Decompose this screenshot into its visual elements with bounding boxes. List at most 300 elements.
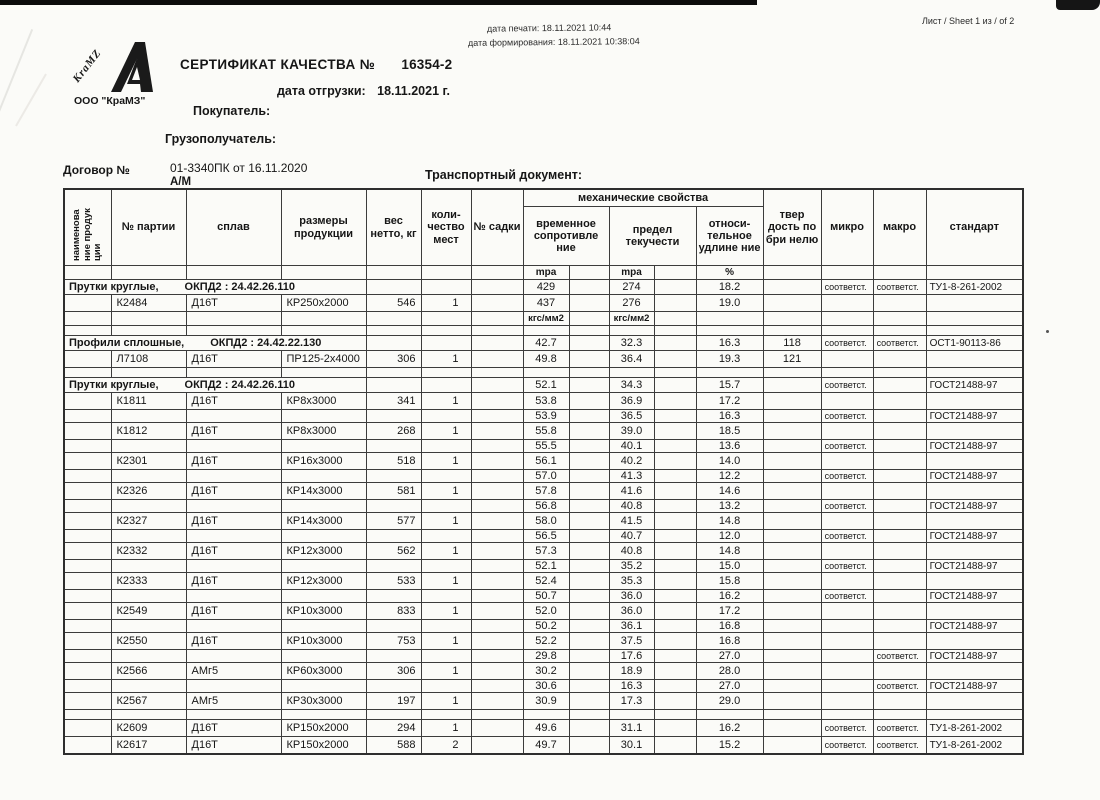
yield-value-cell: 41.5 xyxy=(609,513,654,530)
yield-value-cell: 30.1 xyxy=(609,737,654,755)
qty-cell: 1 xyxy=(421,720,471,737)
col-header-party: № партии xyxy=(111,189,186,266)
macro-result-cell xyxy=(873,560,926,573)
elongation-value-cell xyxy=(696,312,763,326)
cell xyxy=(281,710,366,720)
yield-value-cell: 274 xyxy=(609,280,654,295)
cell xyxy=(186,530,281,543)
tensile-value-cell: 53.8 xyxy=(523,393,569,410)
cell xyxy=(471,500,523,513)
alloy-cell: Д16Т xyxy=(186,453,281,470)
cell xyxy=(569,573,609,590)
cell xyxy=(654,603,696,620)
cell xyxy=(569,720,609,737)
certificate-table xyxy=(63,188,1024,755)
sadka-cell xyxy=(471,737,523,755)
weight-cell: 518 xyxy=(366,453,421,470)
macro-result-cell xyxy=(873,710,926,720)
company-name: ООО "КраМЗ" xyxy=(74,95,146,107)
scan-corner-mark xyxy=(1056,0,1100,10)
micro-result-cell: соответст. xyxy=(821,470,873,483)
cell xyxy=(654,663,696,680)
standard-cell: ГОСТ21488-97 xyxy=(926,440,1023,453)
cell xyxy=(569,513,609,530)
tensile-value-cell: 52.2 xyxy=(523,633,569,650)
col-header-product-name: наименова ние продук ции xyxy=(64,189,111,266)
weight-cell: 577 xyxy=(366,513,421,530)
cell xyxy=(471,280,523,295)
cell xyxy=(569,710,609,720)
cell xyxy=(366,266,421,280)
hardness-value-cell xyxy=(763,500,821,513)
elongation-value-cell: 13.2 xyxy=(696,500,763,513)
standard-cell: ГОСТ21488-97 xyxy=(926,530,1023,543)
standard-cell xyxy=(926,295,1023,312)
micro-result-cell xyxy=(821,573,873,590)
cell xyxy=(111,680,186,693)
micro-result-cell xyxy=(821,453,873,470)
cell xyxy=(421,710,471,720)
tensile-value-cell: 57.0 xyxy=(523,470,569,483)
elongation-value-cell: 18.2 xyxy=(696,280,763,295)
ship-date-line xyxy=(277,84,450,98)
cell xyxy=(471,650,523,663)
macro-result-cell xyxy=(873,351,926,368)
cell xyxy=(654,280,696,295)
cell xyxy=(654,560,696,573)
cell xyxy=(64,368,111,378)
yield-value-cell: 39.0 xyxy=(609,423,654,440)
form-date-value: 18.11.2021 10:38:04 xyxy=(557,36,640,47)
micro-result-cell xyxy=(821,423,873,440)
elongation-value-cell: 29.0 xyxy=(696,693,763,710)
cell xyxy=(64,633,111,650)
cell xyxy=(654,543,696,560)
alloy-cell: АМг5 xyxy=(186,663,281,680)
hardness-value-cell xyxy=(763,543,821,560)
sadka-cell xyxy=(471,543,523,560)
tensile-value-cell: 30.2 xyxy=(523,663,569,680)
standard-cell xyxy=(926,423,1023,440)
col-header-mechanical: механические свойства xyxy=(523,189,763,207)
standard-cell xyxy=(926,710,1023,720)
macro-result-cell xyxy=(873,633,926,650)
sadka-cell xyxy=(471,393,523,410)
micro-result-cell: соответст. xyxy=(821,720,873,737)
batch-number-cell: К2549 xyxy=(111,603,186,620)
size-cell: КР150х2000 xyxy=(281,737,366,755)
group-okpd-code: ОКПД2 : 24.42.26.110 xyxy=(184,379,296,391)
yield-value-cell xyxy=(609,710,654,720)
cell xyxy=(64,351,111,368)
cell xyxy=(281,530,366,543)
batch-row xyxy=(64,543,1023,560)
cell xyxy=(366,500,421,513)
weight-cell: 533 xyxy=(366,573,421,590)
elongation-value-cell: 14.8 xyxy=(696,513,763,530)
cell xyxy=(569,312,609,326)
qty-cell: 1 xyxy=(421,603,471,620)
cell xyxy=(421,280,471,295)
qty-cell: 1 xyxy=(421,693,471,710)
yield-value-cell: 36.5 xyxy=(609,410,654,423)
cell xyxy=(569,663,609,680)
group-name: Профили сплошные, xyxy=(69,337,185,349)
unit-percent: % xyxy=(696,266,763,280)
units-row xyxy=(64,266,1023,280)
cell xyxy=(64,573,111,590)
cell xyxy=(64,663,111,680)
hardness-value-cell xyxy=(763,693,821,710)
cell xyxy=(281,560,366,573)
cell xyxy=(64,710,111,720)
elongation-value-cell: 16.2 xyxy=(696,720,763,737)
cell xyxy=(654,378,696,393)
size-cell: КР16х3000 xyxy=(281,453,366,470)
contract-value: 01-3340ПК от 16.11.2020 xyxy=(170,161,308,175)
standard-cell: ГОСТ21488-97 xyxy=(926,590,1023,603)
cell xyxy=(654,737,696,755)
qty-cell: 2 xyxy=(421,737,471,755)
ship-date-value: 18.11.2021 г. xyxy=(377,84,450,98)
group-label-cell xyxy=(64,378,366,393)
cell xyxy=(421,378,471,393)
tensile-value-cell: 56.8 xyxy=(523,500,569,513)
cell xyxy=(186,710,281,720)
cell xyxy=(64,423,111,440)
cell xyxy=(186,266,281,280)
standard-cell: ГОСТ21488-97 xyxy=(926,410,1023,423)
hardness-value-cell xyxy=(763,720,821,737)
cert-table-body xyxy=(64,266,1023,755)
col-header-size: размеры продукции xyxy=(281,189,366,266)
micro-result-cell: соответст. xyxy=(821,378,873,393)
certificate-title-label: СЕРТИФИКАТ КАЧЕСТВА № xyxy=(180,57,376,72)
tensile-value-cell: 52.1 xyxy=(523,378,569,393)
standard-cell xyxy=(926,393,1023,410)
cell xyxy=(421,560,471,573)
values-row xyxy=(64,560,1023,573)
group-okpd-code: ОКПД2 : 24.42.26.110 xyxy=(184,281,296,293)
alloy-cell: Д16Т xyxy=(186,737,281,755)
yield-value-cell: 40.8 xyxy=(609,543,654,560)
cell xyxy=(281,312,366,326)
batch-number-cell: К2333 xyxy=(111,573,186,590)
hardness-value-cell xyxy=(763,312,821,326)
tensile-value-cell: 30.9 xyxy=(523,693,569,710)
micro-result-cell xyxy=(821,603,873,620)
print-date-label: дата печати: xyxy=(486,23,540,34)
cell xyxy=(111,368,186,378)
cell xyxy=(186,560,281,573)
cell xyxy=(569,620,609,633)
size-cell: КР10х3000 xyxy=(281,633,366,650)
macro-result-cell xyxy=(873,378,926,393)
batch-number-cell: К2617 xyxy=(111,737,186,755)
cell xyxy=(111,312,186,326)
cell xyxy=(366,368,421,378)
tensile-value-cell: 49.6 xyxy=(523,720,569,737)
yield-value-cell: 31.1 xyxy=(609,720,654,737)
spacer-row xyxy=(64,326,1023,336)
batch-row xyxy=(64,453,1023,470)
unit-mpa: mpa xyxy=(523,266,569,280)
micro-result-cell xyxy=(821,312,873,326)
cell xyxy=(654,573,696,590)
consignee-label: Грузополучатель: xyxy=(165,132,277,146)
qty-cell: 1 xyxy=(421,513,471,530)
size-cell: КР12х3000 xyxy=(281,573,366,590)
col-header-tensile: временное сопротивле ние xyxy=(523,207,609,266)
certificate-title xyxy=(180,57,452,72)
values-row xyxy=(64,650,1023,663)
cell xyxy=(654,368,696,378)
qty-cell: 1 xyxy=(421,573,471,590)
cell xyxy=(569,440,609,453)
macro-result-cell xyxy=(873,590,926,603)
cell xyxy=(111,470,186,483)
cell xyxy=(64,470,111,483)
standard-cell: ОСТ1-90113-86 xyxy=(926,336,1023,351)
cell xyxy=(64,650,111,663)
elongation-value-cell: 14.0 xyxy=(696,453,763,470)
cell xyxy=(569,483,609,500)
sadka-cell xyxy=(471,720,523,737)
sadka-cell xyxy=(471,423,523,440)
tensile-value-cell xyxy=(523,368,569,378)
macro-result-cell xyxy=(873,500,926,513)
cell xyxy=(569,590,609,603)
col-header-micro: микро xyxy=(821,189,873,266)
micro-result-cell xyxy=(821,295,873,312)
cell xyxy=(366,336,421,351)
hardness-value-cell: 121 xyxy=(763,351,821,368)
cell xyxy=(366,410,421,423)
cell xyxy=(569,737,609,755)
standard-cell xyxy=(926,663,1023,680)
cell xyxy=(366,530,421,543)
cell xyxy=(186,470,281,483)
sadka-cell xyxy=(471,453,523,470)
cell xyxy=(569,633,609,650)
col-header-hardness: твер дость по бри нелю xyxy=(763,189,821,266)
cell xyxy=(471,410,523,423)
hardness-value-cell xyxy=(763,590,821,603)
batch-number-cell: К2609 xyxy=(111,720,186,737)
batch-row xyxy=(64,737,1023,755)
qty-cell: 1 xyxy=(421,633,471,650)
sheet-info xyxy=(922,16,1014,26)
cell xyxy=(281,500,366,513)
cell xyxy=(64,295,111,312)
yield-value-cell: 40.1 xyxy=(609,440,654,453)
tensile-value-cell: 49.7 xyxy=(523,737,569,755)
cell xyxy=(111,326,186,336)
group-label-cell xyxy=(64,336,366,351)
cell xyxy=(471,560,523,573)
cell xyxy=(471,530,523,543)
hardness-value-cell xyxy=(763,393,821,410)
units-row-kgs xyxy=(64,312,1023,326)
alloy-cell: Д16Т xyxy=(186,543,281,560)
cell xyxy=(471,368,523,378)
cell xyxy=(366,326,421,336)
scan-crease xyxy=(15,74,47,127)
qty-cell: 1 xyxy=(421,393,471,410)
standard-cell: ГОСТ21488-97 xyxy=(926,620,1023,633)
cert-table xyxy=(63,188,1024,755)
group-okpd-code: ОКПД2 : 24.42.22.130 xyxy=(210,337,322,349)
weight-cell: 562 xyxy=(366,543,421,560)
standard-cell xyxy=(926,573,1023,590)
cell xyxy=(471,680,523,693)
alloy-cell: Д16Т xyxy=(186,513,281,530)
macro-result-cell xyxy=(873,368,926,378)
tensile-value-cell: 56.1 xyxy=(523,453,569,470)
contract-label: Договор № xyxy=(63,163,130,177)
micro-result-cell xyxy=(821,633,873,650)
cell xyxy=(64,312,111,326)
cell xyxy=(186,368,281,378)
form-date-line xyxy=(468,36,640,48)
group-name: Прутки круглые, xyxy=(69,281,159,293)
cell xyxy=(281,590,366,603)
cell xyxy=(186,590,281,603)
group-header-row xyxy=(64,378,1023,393)
alloy-cell: Д16Т xyxy=(186,573,281,590)
macro-result-cell xyxy=(873,543,926,560)
weight-cell: 833 xyxy=(366,603,421,620)
cell xyxy=(471,336,523,351)
cell xyxy=(64,410,111,423)
contract-note: А/М xyxy=(170,176,192,188)
hardness-value-cell xyxy=(763,737,821,755)
cell xyxy=(569,470,609,483)
cell xyxy=(654,650,696,663)
cell xyxy=(186,326,281,336)
standard-cell xyxy=(926,603,1023,620)
cell xyxy=(64,737,111,755)
yield-value-cell: 36.4 xyxy=(609,351,654,368)
tensile-value-cell: 52.0 xyxy=(523,603,569,620)
hardness-value-cell xyxy=(763,603,821,620)
batch-number-cell: К1811 xyxy=(111,393,186,410)
qty-cell: 1 xyxy=(421,453,471,470)
col-header-alloy: сплав xyxy=(186,189,281,266)
cell xyxy=(64,500,111,513)
cell xyxy=(569,280,609,295)
cell xyxy=(421,368,471,378)
cell xyxy=(111,710,186,720)
cell xyxy=(654,710,696,720)
macro-result-cell xyxy=(873,326,926,336)
size-cell: КР8х3000 xyxy=(281,423,366,440)
batch-row xyxy=(64,603,1023,620)
cell xyxy=(64,620,111,633)
cell xyxy=(186,500,281,513)
cell xyxy=(569,326,609,336)
hardness-value-cell xyxy=(763,295,821,312)
micro-result-cell xyxy=(821,326,873,336)
micro-result-cell xyxy=(821,543,873,560)
cell xyxy=(366,440,421,453)
hardness-value-cell xyxy=(763,368,821,378)
cell xyxy=(366,680,421,693)
cell xyxy=(654,266,696,280)
standard-cell xyxy=(926,483,1023,500)
batch-number-cell: К1812 xyxy=(111,423,186,440)
cell xyxy=(471,378,523,393)
cell xyxy=(281,326,366,336)
elongation-value-cell: 28.0 xyxy=(696,663,763,680)
macro-result-cell xyxy=(873,663,926,680)
cell xyxy=(421,650,471,663)
size-cell: КР14х3000 xyxy=(281,513,366,530)
micro-result-cell xyxy=(821,351,873,368)
cell xyxy=(111,440,186,453)
yield-value-cell: 40.8 xyxy=(609,500,654,513)
weight-cell: 753 xyxy=(366,633,421,650)
elongation-value-cell: 16.8 xyxy=(696,633,763,650)
yield-value-cell: 276 xyxy=(609,295,654,312)
alloy-cell: Д16Т xyxy=(186,720,281,737)
cell xyxy=(569,453,609,470)
cell xyxy=(186,440,281,453)
standard-cell xyxy=(926,351,1023,368)
batch-row xyxy=(64,573,1023,590)
micro-result-cell: соответст. xyxy=(821,280,873,295)
cell xyxy=(64,513,111,530)
hardness-value-cell xyxy=(763,620,821,633)
weight-cell: 341 xyxy=(366,393,421,410)
macro-result-cell: соответст. xyxy=(873,737,926,755)
standard-cell xyxy=(926,326,1023,336)
group-name: Прутки круглые, xyxy=(69,379,159,391)
company-logo xyxy=(72,36,202,111)
macro-result-cell xyxy=(873,312,926,326)
weight-cell: 581 xyxy=(366,483,421,500)
yield-value-cell: 35.3 xyxy=(609,573,654,590)
tensile-value-cell: 29.8 xyxy=(523,650,569,663)
batch-row xyxy=(64,423,1023,440)
yield-value-cell: 36.9 xyxy=(609,393,654,410)
yield-value-cell: 34.3 xyxy=(609,378,654,393)
cell xyxy=(654,393,696,410)
cell xyxy=(111,620,186,633)
standard-cell: ГОСТ21488-97 xyxy=(926,378,1023,393)
batch-row xyxy=(64,393,1023,410)
cell xyxy=(421,312,471,326)
standard-cell: ГОСТ21488-97 xyxy=(926,500,1023,513)
cell xyxy=(64,393,111,410)
cell xyxy=(569,560,609,573)
sadka-cell xyxy=(471,663,523,680)
qty-cell: 1 xyxy=(421,295,471,312)
cell xyxy=(471,326,523,336)
standard-cell: ГОСТ21488-97 xyxy=(926,470,1023,483)
standard-cell: ГОСТ21488-97 xyxy=(926,560,1023,573)
cell xyxy=(64,680,111,693)
yield-value-cell: 35.2 xyxy=(609,560,654,573)
cell xyxy=(569,680,609,693)
cell xyxy=(366,470,421,483)
elongation-value-cell: 15.2 xyxy=(696,737,763,755)
cell xyxy=(186,680,281,693)
size-cell: КР10х3000 xyxy=(281,603,366,620)
tensile-value-cell: 57.8 xyxy=(523,483,569,500)
cell xyxy=(64,440,111,453)
cell xyxy=(821,266,873,280)
